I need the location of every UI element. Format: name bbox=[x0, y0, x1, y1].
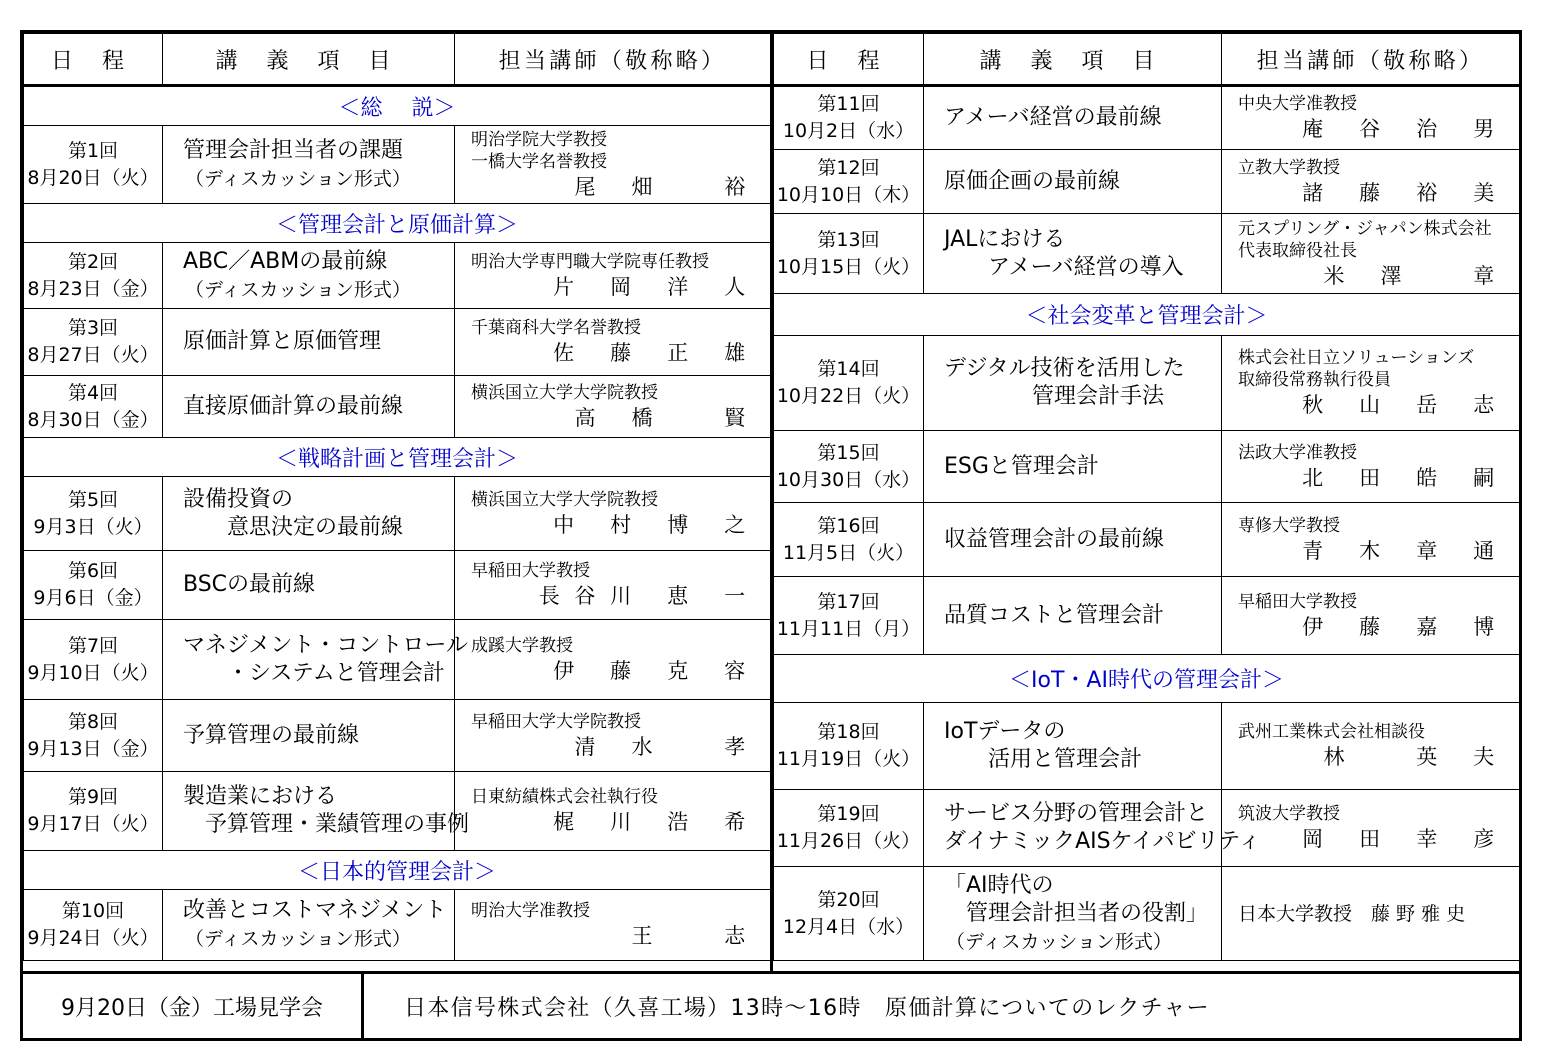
session-date: 10月10日（木） bbox=[776, 183, 921, 206]
schedule-table-right bbox=[773, 33, 1520, 961]
session-cell bbox=[24, 890, 163, 961]
topic-title-line: 管理会計担当者の課題 bbox=[183, 137, 404, 163]
session-date: 11月5日（火） bbox=[782, 541, 915, 564]
session-cell bbox=[774, 867, 924, 961]
lecturer-cell bbox=[1222, 703, 1520, 790]
session-date: 10月15日（火） bbox=[776, 255, 921, 278]
lecturer-cell bbox=[455, 309, 771, 376]
topic-cell bbox=[924, 86, 1222, 150]
lecturer-name: 諸 藤 裕 美 bbox=[1302, 180, 1509, 205]
topic-title-line: BSCの最前線 bbox=[183, 572, 316, 597]
lecturer-cell bbox=[1222, 790, 1520, 867]
session-date: 9月6日（金） bbox=[33, 587, 153, 609]
session-number: 第11回 bbox=[817, 93, 880, 115]
topic-title-line: 品質コストと管理会計 bbox=[944, 602, 1165, 628]
lecture-row bbox=[774, 86, 1520, 150]
lecturer-name: 北 田 皓 嗣 bbox=[1302, 465, 1509, 490]
lecturer-cell bbox=[1222, 214, 1520, 294]
session-cell bbox=[774, 431, 924, 503]
session-number: 第2回 bbox=[67, 250, 119, 273]
session-date: 9月10日（火） bbox=[27, 661, 159, 684]
topic-cell bbox=[163, 700, 455, 772]
topic-cell bbox=[924, 214, 1222, 294]
lecturer-name: 佐 藤 正 雄 bbox=[553, 341, 760, 365]
header-lecturer: 担当講師（敬称略） bbox=[1222, 34, 1520, 86]
lecturer-name: 清 水 孝 bbox=[574, 734, 760, 759]
topic-title-line: 管理会計担当者の役割」 bbox=[944, 900, 1209, 926]
factory-visit-date: 9月20日（金）工場見学会 bbox=[23, 974, 364, 1038]
lecture-row bbox=[24, 477, 771, 551]
session-number: 第4回 bbox=[67, 381, 119, 404]
lecturer-name: 高 橋 賢 bbox=[574, 405, 760, 430]
lecturer-cell bbox=[455, 620, 771, 700]
session-date: 10月2日（水） bbox=[782, 120, 915, 142]
lecturer-name: 青 木 章 通 bbox=[1302, 538, 1509, 563]
lecturer-cell bbox=[1222, 503, 1520, 577]
session-date: 11月11日（月） bbox=[776, 617, 921, 640]
lecturer-affiliation: 立教大学教授 bbox=[1238, 157, 1340, 178]
topic-title-line: 意思決定の最前線 bbox=[183, 514, 404, 540]
schedule-right-column bbox=[773, 33, 1519, 961]
lecturer-affiliation: 日本大学教授 藤 野 雅 史 bbox=[1238, 902, 1466, 925]
session-date: 8月23日（金） bbox=[27, 277, 159, 300]
lecturer-affiliation: 元スプリング・ジャパン株式会社 bbox=[1238, 218, 1492, 239]
session-cell bbox=[774, 86, 924, 150]
section-title: ＜日本的管理会計＞ bbox=[24, 851, 771, 890]
session-date: 12月4日（水） bbox=[782, 915, 915, 938]
section-heading-row bbox=[24, 851, 771, 890]
topic-title-line: 管理会計手法 bbox=[944, 384, 1165, 409]
session-number: 第7回 bbox=[67, 634, 119, 657]
lecture-row bbox=[774, 577, 1520, 655]
schedule-left-column bbox=[23, 33, 770, 961]
lecture-row bbox=[24, 551, 771, 620]
lecturer-cell bbox=[455, 700, 771, 772]
lecturer-affiliation: 筑波大学教授 bbox=[1238, 804, 1340, 824]
lecture-row bbox=[774, 336, 1520, 431]
topic-cell bbox=[163, 309, 455, 376]
session-date: 10月30日（水） bbox=[776, 468, 921, 491]
lecturer-affiliation: 株式会社日立ソリューションズ bbox=[1238, 348, 1475, 368]
factory-visit-row bbox=[23, 971, 1519, 1038]
topic-title-line: ESGと管理会計 bbox=[944, 453, 1099, 479]
session-number: 第13回 bbox=[817, 228, 880, 251]
lecturer-name: 梶 川 浩 希 bbox=[553, 810, 760, 834]
lecturer-cell bbox=[455, 376, 771, 438]
session-cell bbox=[24, 309, 163, 376]
lecturer-affiliation: 早稲田大学教授 bbox=[1238, 591, 1357, 612]
lecturer-name: 岡 田 幸 彦 bbox=[1302, 827, 1509, 851]
lecture-row bbox=[24, 890, 771, 961]
header-topic: 講 義 項 目 bbox=[924, 34, 1222, 86]
topic-cell bbox=[924, 336, 1222, 431]
session-date: 8月27日（火） bbox=[27, 344, 159, 366]
topic-title-line: サービス分野の管理会計と bbox=[944, 801, 1209, 826]
lecturer-affiliation: 横浜国立大学大学院教授 bbox=[471, 382, 658, 403]
topic-title-line: 改善とコストマネジメント bbox=[183, 898, 447, 923]
session-date: 9月13日（金） bbox=[27, 737, 159, 760]
session-cell bbox=[774, 577, 924, 655]
topic-cell bbox=[924, 431, 1222, 503]
lecturer-affiliation: 代表取締役社長 bbox=[1238, 240, 1357, 261]
lecturer-affiliation: 早稲田大学大学院教授 bbox=[471, 711, 641, 732]
lecturer-affiliation: 専修大学教授 bbox=[1238, 515, 1340, 536]
section-title: ＜社会変革と管理会計＞ bbox=[774, 294, 1520, 336]
session-number: 第12回 bbox=[817, 156, 880, 179]
section-heading-row bbox=[774, 655, 1520, 703]
lecturer-name: 伊 藤 克 容 bbox=[553, 658, 760, 683]
session-date: 9月3日（火） bbox=[33, 515, 153, 538]
session-number: 第9回 bbox=[67, 786, 119, 808]
session-cell bbox=[774, 790, 924, 867]
lecture-row bbox=[774, 867, 1520, 961]
lecture-row bbox=[774, 503, 1520, 577]
topic-cell bbox=[163, 772, 470, 851]
session-number: 第18回 bbox=[817, 721, 880, 743]
session-cell bbox=[24, 700, 163, 772]
lecturer-cell bbox=[1222, 867, 1520, 961]
lecture-row bbox=[24, 620, 771, 700]
header-lecturer: 担当講師（敬称略） bbox=[455, 34, 771, 86]
section-heading-row bbox=[24, 86, 771, 126]
lecturer-affiliation: 武州工業株式会社相談役 bbox=[1238, 722, 1425, 742]
topic-title-line: 直接原価計算の最前線 bbox=[183, 393, 404, 419]
header-row bbox=[24, 34, 771, 86]
topic-title-line: アメーバ経営の導入 bbox=[944, 254, 1184, 280]
section-heading-row bbox=[24, 438, 771, 477]
topic-format-note: （ディスカッション形式） bbox=[185, 928, 411, 950]
section-title: ＜IoT・AI時代の管理会計＞ bbox=[774, 655, 1520, 703]
lecturer-name: 米 澤 章 bbox=[1323, 263, 1509, 288]
lecturer-cell bbox=[1222, 150, 1520, 214]
lecturer-name: 片 岡 洋 人 bbox=[553, 274, 760, 299]
header-date: 日 程 bbox=[24, 34, 163, 86]
topic-title-line: ダイナミックAISケイパビリティ bbox=[944, 829, 1261, 854]
session-cell bbox=[24, 620, 163, 700]
lecture-row bbox=[774, 150, 1520, 214]
schedule-table-left bbox=[23, 33, 771, 961]
session-number: 第19回 bbox=[817, 803, 880, 825]
lecturer-cell bbox=[1222, 577, 1520, 655]
lecture-row bbox=[774, 790, 1520, 867]
topic-title-line: 「AI時代の bbox=[944, 872, 1054, 898]
topic-cell bbox=[924, 703, 1222, 790]
lecturer-affiliation: 取締役常務執行役員 bbox=[1238, 370, 1391, 390]
lecturer-affiliation: 成蹊大学教授 bbox=[471, 635, 573, 656]
session-cell bbox=[24, 376, 163, 438]
topic-cell bbox=[163, 551, 455, 620]
session-number: 第8回 bbox=[67, 710, 119, 733]
topic-format-note: （ディスカッション形式） bbox=[185, 167, 411, 190]
topic-cell bbox=[924, 150, 1222, 214]
topic-title-line: IoTデータの bbox=[944, 719, 1066, 744]
topic-title-line: 製造業における bbox=[183, 784, 338, 809]
topic-cell bbox=[924, 867, 1222, 961]
session-number: 第14回 bbox=[817, 358, 880, 380]
lecturer-cell bbox=[455, 243, 771, 309]
session-cell bbox=[24, 772, 163, 851]
topic-cell bbox=[163, 376, 455, 438]
topic-title-line: 収益管理会計の最前線 bbox=[944, 526, 1165, 552]
factory-visit-detail: 日本信号株式会社（久喜工場）13時～16時 原価計算についてのレクチャー bbox=[404, 995, 1210, 1021]
lecturer-name: 伊 藤 嘉 博 bbox=[1302, 614, 1509, 639]
header-topic: 講 義 項 目 bbox=[163, 34, 455, 86]
lecturer-cell bbox=[1222, 431, 1520, 503]
session-cell bbox=[774, 503, 924, 577]
topic-title-line: デジタル技術を活用した bbox=[944, 356, 1185, 381]
lecture-row bbox=[24, 243, 771, 309]
lecture-row bbox=[774, 431, 1520, 503]
lecturer-affiliation: 明治大学専門職大学院専任教授 bbox=[471, 251, 709, 272]
session-date: 9月24日（火） bbox=[27, 927, 159, 949]
session-number: 第6回 bbox=[67, 560, 119, 582]
lecturer-name: 林 英 夫 bbox=[1323, 745, 1509, 769]
session-cell bbox=[774, 703, 924, 790]
topic-title-line: ・システムと管理会計 bbox=[183, 660, 445, 686]
session-cell bbox=[24, 126, 163, 204]
lecturer-name: 王 志 bbox=[631, 924, 760, 948]
session-number: 第3回 bbox=[67, 317, 119, 339]
topic-title-line: JALにおける bbox=[944, 226, 1066, 252]
topic-cell bbox=[163, 890, 455, 961]
topic-title-line: 予算管理・業績管理の事例 bbox=[183, 812, 470, 837]
lecturer-name: 秋 山 岳 志 bbox=[1302, 393, 1509, 417]
session-cell bbox=[24, 551, 163, 620]
lecturer-name: 長谷川 恵 一 bbox=[538, 584, 760, 608]
lecture-row bbox=[774, 703, 1520, 790]
schedule-frame bbox=[20, 30, 1522, 1041]
topic-cell bbox=[163, 620, 468, 700]
header-row bbox=[774, 34, 1520, 86]
lecture-row bbox=[24, 126, 771, 204]
lecturer-affiliation: 千葉商科大学名誉教授 bbox=[471, 318, 641, 338]
section-title: ＜戦略計画と管理会計＞ bbox=[24, 438, 771, 477]
lecture-row bbox=[24, 376, 771, 438]
topic-cell bbox=[924, 577, 1222, 655]
lecturer-cell bbox=[455, 126, 771, 204]
lecturer-cell bbox=[455, 890, 771, 961]
lecturer-name: 庵 谷 治 男 bbox=[1302, 117, 1509, 141]
topic-title-line: 設備投資の bbox=[183, 486, 294, 512]
session-cell bbox=[774, 214, 924, 294]
topic-cell bbox=[924, 790, 1261, 867]
session-cell bbox=[774, 150, 924, 214]
lecture-row bbox=[774, 214, 1520, 294]
topic-format-note: （ディスカッション形式） bbox=[185, 278, 411, 301]
lecturer-cell bbox=[455, 772, 771, 851]
lecturer-cell bbox=[455, 551, 771, 620]
session-number: 第10回 bbox=[61, 900, 125, 922]
session-number: 第20回 bbox=[817, 888, 880, 911]
lecturer-cell bbox=[1222, 86, 1520, 150]
lecture-row bbox=[24, 772, 771, 851]
session-date: 8月30日（金） bbox=[27, 408, 159, 431]
lecturer-affiliation: 早稲田大学教授 bbox=[471, 561, 590, 581]
topic-cell bbox=[163, 126, 455, 204]
lecturer-affiliation: 日東紡績株式会社執行役 bbox=[471, 787, 658, 807]
topic-title-line: アメーバ経営の最前線 bbox=[944, 105, 1162, 130]
session-cell bbox=[24, 477, 163, 551]
session-number: 第16回 bbox=[817, 514, 880, 537]
topic-title-line: 予算管理の最前線 bbox=[183, 722, 360, 748]
lecturer-name: 尾 畑 裕 bbox=[574, 174, 760, 199]
lecturer-affiliation: 明治学院大学教授 bbox=[471, 129, 607, 150]
lecturer-affiliation: 横浜国立大学大学院教授 bbox=[471, 489, 658, 510]
session-number: 第5回 bbox=[67, 488, 119, 511]
session-cell bbox=[774, 336, 924, 431]
session-date: 10月22日（火） bbox=[776, 385, 921, 407]
topic-title-line: 活用と管理会計 bbox=[944, 747, 1143, 772]
session-number: 第1回 bbox=[67, 139, 119, 162]
section-title: ＜管理会計と原価計算＞ bbox=[24, 204, 771, 243]
topic-title-line: マネジメント・コントロール bbox=[183, 632, 468, 658]
section-heading-row bbox=[774, 294, 1520, 336]
topic-title-line: 原価計算と原価管理 bbox=[183, 329, 382, 354]
session-date: 8月20日（火） bbox=[27, 166, 159, 189]
section-heading-row bbox=[24, 204, 771, 243]
topic-cell bbox=[163, 243, 455, 309]
lecturer-affiliation: 中央大学准教授 bbox=[1238, 94, 1357, 114]
header-date: 日 程 bbox=[774, 34, 924, 86]
session-date: 11月19日（火） bbox=[776, 748, 921, 770]
topic-cell bbox=[924, 503, 1222, 577]
section-title: ＜総 説＞ bbox=[24, 86, 771, 126]
lecturer-cell bbox=[455, 477, 771, 551]
session-number: 第15回 bbox=[817, 441, 880, 464]
session-number: 第17回 bbox=[817, 590, 880, 613]
lecturer-affiliation: 明治大学准教授 bbox=[471, 901, 590, 921]
topic-cell bbox=[163, 477, 455, 551]
session-date: 11月26日（火） bbox=[776, 830, 921, 852]
lecture-row bbox=[24, 700, 771, 772]
lecturer-affiliation: 一橋大学名誉教授 bbox=[471, 151, 607, 172]
lecture-row bbox=[24, 309, 771, 376]
session-cell bbox=[24, 243, 163, 309]
topic-format-note: （ディスカッション形式） bbox=[946, 930, 1172, 953]
lecturer-affiliation: 法政大学准教授 bbox=[1238, 442, 1357, 463]
topic-title-line: 原価企画の最前線 bbox=[944, 168, 1121, 194]
topic-title-line: ABC／ABMの最前線 bbox=[183, 248, 388, 274]
lecturer-cell bbox=[1222, 336, 1520, 431]
lecturer-name: 中 村 博 之 bbox=[553, 512, 760, 537]
session-date: 9月17日（火） bbox=[27, 813, 159, 835]
